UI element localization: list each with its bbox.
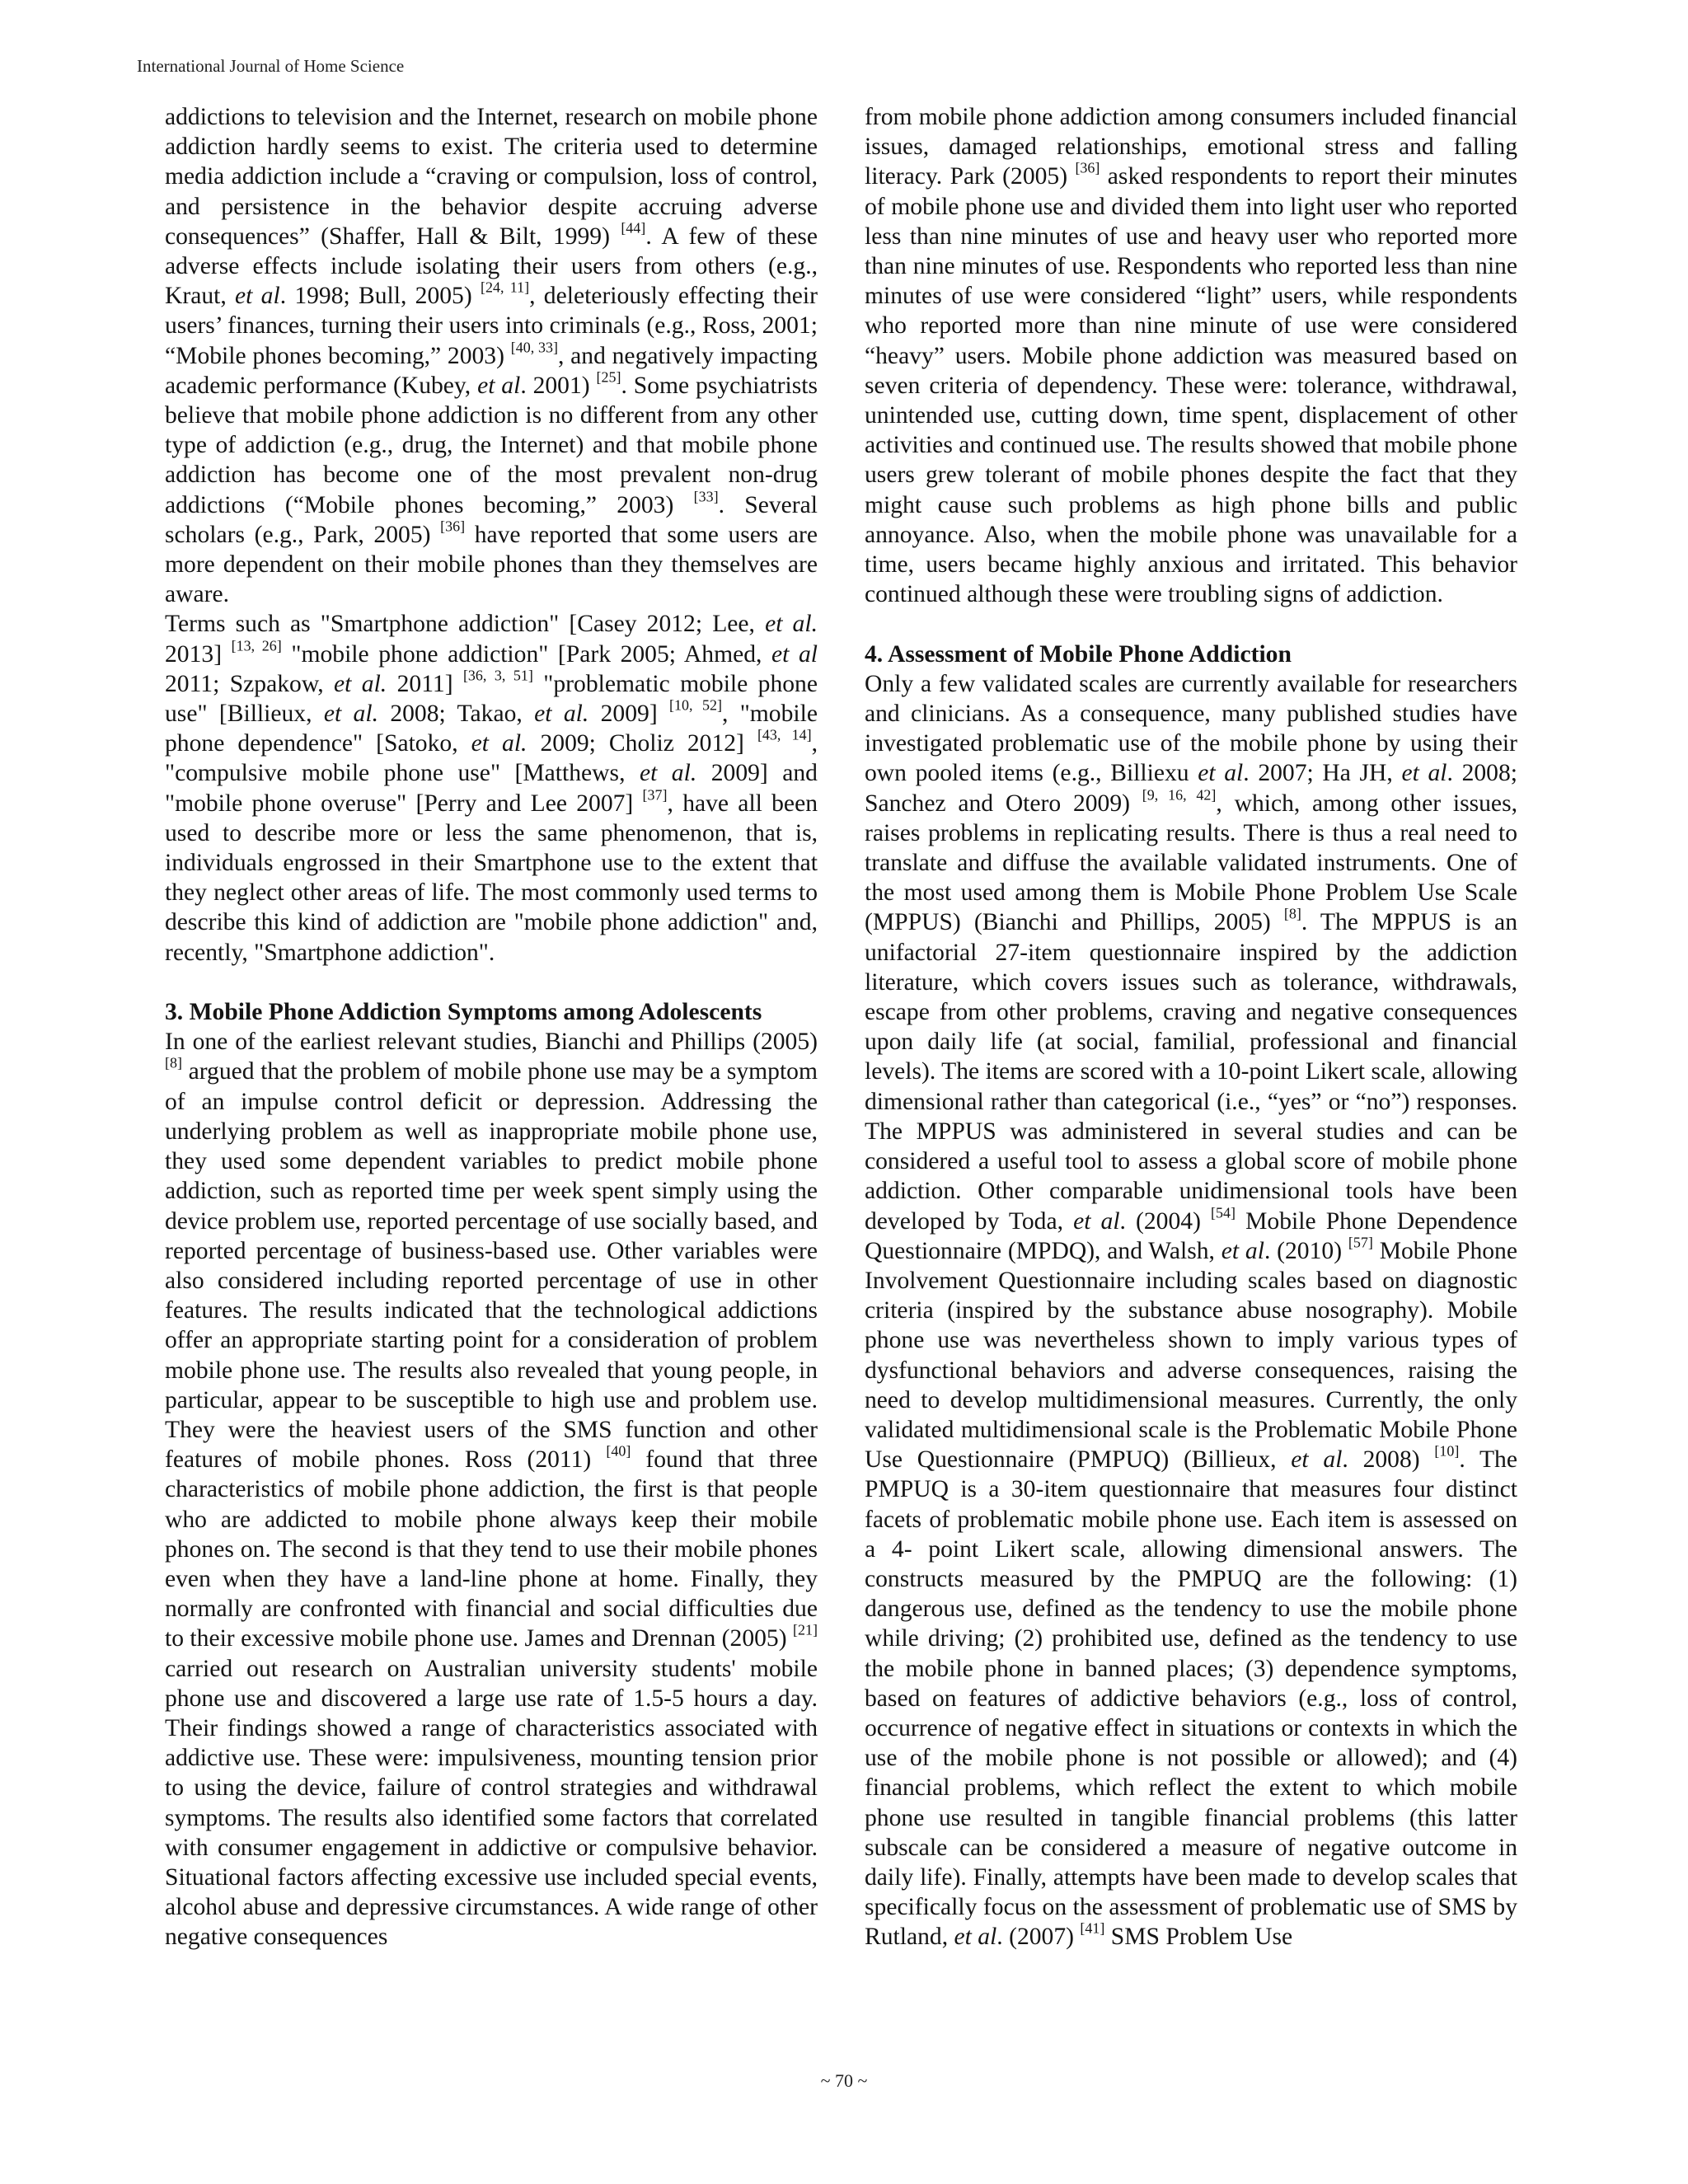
section-heading-4: 4. Assessment of Mobile Phone Addiction: [865, 640, 1292, 668]
citation-ref: [54]: [1211, 1204, 1236, 1221]
citation-ref: [10]: [1434, 1442, 1460, 1460]
citation-ref: [36]: [440, 518, 466, 535]
paragraph: addictions to television and the Internet, research on mobile phone addiction hardly seems to exist. The criteria used to determine media addiction include a “craving or compulsion, loss of control, and persistence in the behavior despite accruing adverse consequences” (Shaffer, Hall & Bilt, 1999) [44]. A few of these adverse effects include isolating their users from others (e.g., Kraut, et al. 1998; Bull, 2005) [24, 11], deleteriously effecting their users’ finances, turning their users into criminals (e.g., Ross, 2001; “Mobile phones becoming,” 2003) [40, 33], and negatively impacting academic performance (Kubey, et al. 2001) [25]. Some psychiatrists believe that mobile phone addiction is no different from any other type of addiction (e.g., drug, the Internet) and that mobile phone addiction has become one of the most prevalent non-drug addictions (“Mobile phones becoming,” 2003) [33]. Several scholars (e.g., Park, 2005) [36] have reported that some users are more dependent on their mobile phones than they themselves are aware.: [165, 104, 818, 608]
italic-text: et al.: [334, 670, 387, 697]
right-column: [865, 102, 1517, 1952]
italic-text: et al: [1291, 1446, 1343, 1474]
citation-ref: [57]: [1348, 1234, 1373, 1251]
citation-ref: [13, 26]: [231, 637, 282, 654]
citation-ref: [21]: [793, 1621, 818, 1638]
citation-ref: [36]: [1075, 159, 1100, 176]
citation-ref: [44]: [621, 219, 646, 237]
italic-text: et al: [235, 283, 280, 310]
section-heading-3: 3. Mobile Phone Addiction Symptoms among Adolescents: [165, 999, 762, 1026]
citation-ref: [36, 3, 51]: [462, 667, 533, 684]
paragraph: Terms such as "Smartphone addiction" [Casey 2012; Lee, et al. 2013] [13, 26] "mobile phone addiction" [Park 2005; Ahmed, et al 2011; Szpakow, et al. 2011] [36, 3, 51] "problematic mobile phone use" [Billieux, et al. 2008; Takao, et al. 2009] [10, 52], "mobile phone dependence" [Satoko, et al. 2009; Choliz 2012] [43, 14], "compulsive mobile phone use" [Matthews, et al. 2009] and "mobile phone overuse" [Perry and Lee 2007] [37], have all been used to describe more or less the same phenomenon, that is, individuals engrossed in their Smartphone use to the extent that they neglect other areas of life. The most commonly used terms to describe this kind of addiction are "mobile phone addiction" and, recently, "Smartphone addiction".: [165, 611, 818, 966]
citation-ref: [37]: [642, 786, 668, 804]
citation-ref: [25]: [596, 368, 621, 386]
italic-text: et al: [477, 372, 521, 399]
italic-text: et al: [1401, 760, 1447, 787]
italic-text: et al: [1073, 1207, 1120, 1235]
citation-ref: [41]: [1080, 1919, 1105, 1937]
italic-text: et al: [1198, 760, 1244, 787]
italic-text: et al: [1221, 1237, 1264, 1264]
italic-text: et al.: [471, 730, 528, 757]
citation-ref: [9, 16, 42]: [1142, 786, 1217, 804]
italic-text: et al.: [534, 701, 589, 728]
italic-text: et al: [771, 640, 818, 668]
citation-ref: [40]: [606, 1442, 631, 1460]
citation-ref: [10, 52]: [669, 696, 722, 714]
citation-ref: [24, 11]: [480, 279, 530, 296]
citation-ref: [33]: [693, 488, 719, 505]
journal-header: International Journal of Home Science: [137, 56, 405, 76]
italic-text: et al.: [639, 760, 697, 787]
spacer: [865, 609, 1517, 639]
paragraph: In one of the earliest relevant studies, Bianchi and Phillips (2005) [8] argued that the problem of mobile phone use may be a symptom of an impulse control deficit or depression. Addressing the underlying problem as well as inappropriate mobile phone use, they used some dependent variables to predict mobile phone addiction, such as reported time per week spent simply using the device problem use, reported percentage of use socially based, and reported percentage of business-based use. Other variables were also considered including reported percentage of use in other features. The results indicated that the technological addictions offer an appropriate starting point for a consideration of problem mobile phone use. The results also revealed that young people, in particular, appear to be susceptible to high use and problem use. They were the heaviest users of the SMS function and other features of mobile phones. Ross (2011) [40] found that three characteristics of mobile phone addiction, the first is that people who are addicted to mobile phone always keep their mobile phones on. The second is that they tend to use their mobile phones even when they have a land-line phone at home. Finally, they normally are confronted with financial and social difficulties due to their excessive mobile phone use. James and Drennan (2005) [21] carried out research on Australian university students' mobile phone use and discovered a large use rate of 1.5-5 hours a day. Their findings showed a range of characteristics associated with addictive use. These were: impulsiveness, mounting tension prior to using the device, failure of control strategies and withdrawal symptoms. The results also identified some factors that correlated with consumer engagement in addictive or compulsive behavior. Situational factors affecting excessive use included special events, alcohol abuse and depressive circumstances. A wide range of other negative consequences: [165, 1029, 818, 1951]
paragraph: Only a few validated scales are currently available for researchers and clinicians. As a consequence, many published studies have investigated problematic use of the mobile phone by using their own pooled items (e.g., Billiexu et al. 2007; Ha JH, et al. 2008; Sanchez and Otero 2009) [9, 16, 42], which, among other issues, raises problems in replicating results. There is thus a real need to translate and diffuse the available validated instruments. One of the most used among them is Mobile Phone Problem Use Scale (MPPUS) (Bianchi and Phillips, 2005) [8]. The MPPUS is an unifactorial 27-item questionnaire inspired by the addiction literature, which covers issues such as tolerance, withdrawals, escape from other problems, craving and negative consequences upon daily life (at social, familial, professional and financial levels). The items are scored with a 10-point Likert scale, allowing dimensional rather than categorical (i.e., “yes” or “no”) responses. The MPPUS was administered in several studies and can be considered a useful tool to assess a global score of mobile phone addiction. Other comparable unidimensional tools have been developed by Toda, et al. (2004) [54] Mobile Phone Dependence Questionnaire (MPDQ), and Walsh, et al. (2010) [57] Mobile Phone Involvement Questionnaire including scales based on diagnostic criteria (inspired by the substance abuse nosography). Mobile phone use was nevertheless shown to imply various types of dysfunctional behaviors and adverse consequences, raising the need to develop multidimensional measures. Currently, the only validated multidimensional scale is the Problematic Mobile Phone Use Questionnaire (PMPUQ) (Billieux, et al. 2008) [10]. The PMPUQ is a 30-item questionnaire that measures four distinct facets of problematic mobile phone use. Each item is assessed on a 4- point Likert scale, allowing dimensional answers. The constructs measured by the PMPUQ are the following: (1) dangerous use, defined as the tendency to use the mobile phone while driving; (2) prohibited use, defined as the tendency to use the mobile phone in banned places; (3) dependence symptoms, based on features of addictive behaviors (e.g., loss of control, occurrence of negative effect in situations or contexts in which the use of the mobile phone is not possible or allowed); and (4) financial problems, which reflect the extent to which mobile phone use resulted in tangible financial problems (this latter subscale can be considered a measure of negative outcome in daily life). Finally, attempts have been made to develop scales that specifically focus on the assessment of problematic use of SMS by Rutland, et al. (2007) [41] SMS Problem Use: [865, 670, 1518, 1951]
spacer: [165, 968, 818, 997]
citation-ref: [40, 33]: [510, 339, 559, 356]
italic-text: et al.: [765, 611, 818, 638]
left-column: [165, 102, 818, 1952]
citation-ref: [43, 14]: [757, 726, 812, 743]
paragraph: from mobile phone addiction among consumers included financial issues, damaged relationships, emotional stress and falling literacy. Park (2005) [36] asked respondents to report their minutes of mobile phone use and divided them into light user who reported less than nine minutes of use and heavy user who reported more than nine minutes of use. Respondents who reported less than nine minutes of use were considered “light” users, while respondents who reported more than nine minute of use were considered “heavy” users. Mobile phone addiction was measured based on seven criteria of dependency. These were: tolerance, withdrawal, unintended use, cutting down, time spent, displacement of other activities and continued use. The results showed that mobile phone users grew tolerant of mobile phones despite the fact that they might cause such problems as high phone bills and public annoyance. Also, when the mobile phone was unavailable for a time, users became highly anxious and irritated. This behavior continued although these were troubling signs of addiction.: [865, 104, 1517, 608]
citation-ref: [8]: [1283, 905, 1301, 922]
italic-text: et al: [954, 1924, 997, 1951]
italic-text: et al.: [323, 701, 378, 728]
page-number: ~ 70 ~: [820, 2070, 868, 2091]
citation-ref: [8]: [165, 1054, 182, 1071]
